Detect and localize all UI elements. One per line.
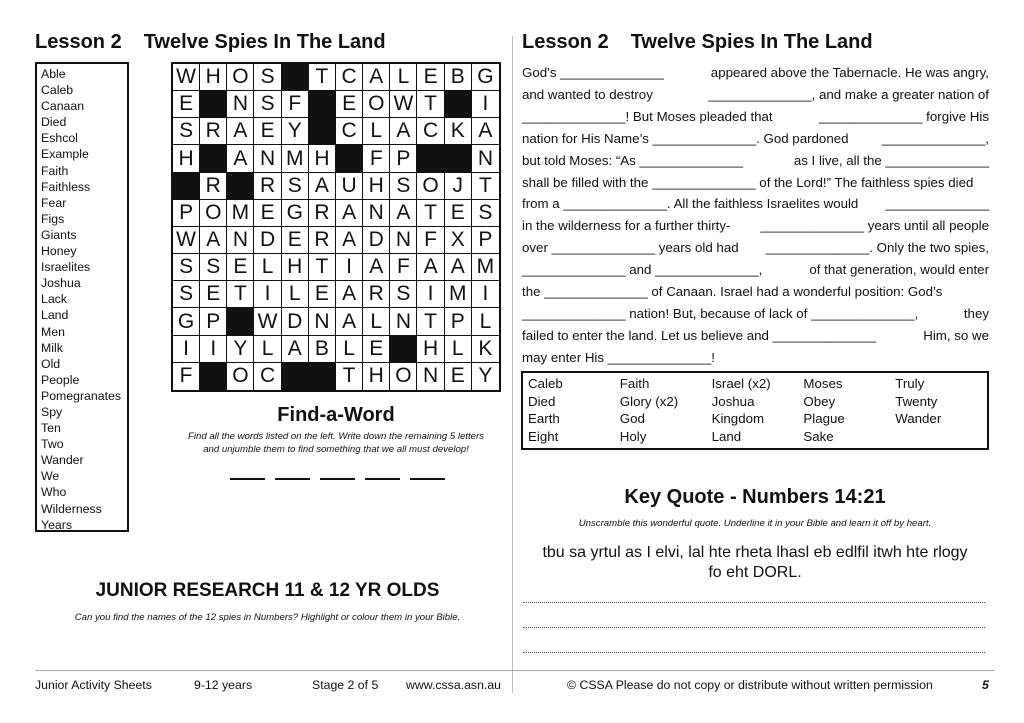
grid-cell-blank[interactable]	[309, 363, 336, 390]
grid-cell[interactable]: N	[227, 227, 254, 254]
passage-segment: ______________	[885, 196, 989, 212]
passage-segment: appeared above the Tabernacle. He was angry,	[710, 65, 989, 80]
grid-cell[interactable]: O	[200, 200, 227, 227]
passage-segment: God’s ______________	[522, 65, 664, 80]
grid-cell-blank[interactable]	[200, 363, 227, 390]
grid-cell-blank[interactable]	[309, 118, 336, 145]
answer-word: Twenty	[895, 393, 938, 409]
word-list-item: Faith	[41, 163, 69, 178]
grid-cell[interactable]: E	[282, 227, 309, 254]
passage-segment: ______________, and make a greater nation of	[708, 86, 989, 102]
grid-cell[interactable]: E	[254, 118, 281, 145]
answer-blank[interactable]	[365, 478, 400, 480]
word-list-item: Lack	[41, 292, 67, 307]
grid-cell[interactable]: U	[336, 173, 363, 200]
grid-cell[interactable]: N	[363, 200, 390, 227]
grid-cell[interactable]: X	[445, 227, 472, 254]
grid-cell[interactable]: E	[417, 64, 444, 91]
grid-cell[interactable]: B	[309, 336, 336, 363]
grid-cell[interactable]: T	[417, 200, 444, 227]
grid-cell[interactable]: H	[363, 363, 390, 390]
word-list-item: Canaan	[41, 99, 85, 114]
grid-cell[interactable]: H	[363, 173, 390, 200]
writing-line[interactable]	[523, 652, 985, 653]
grid-cell[interactable]: O	[227, 363, 254, 390]
right-lesson-heading	[522, 31, 873, 54]
grid-cell[interactable]: L	[472, 308, 499, 335]
grid-cell[interactable]: E	[336, 91, 363, 118]
grid-cell-blank[interactable]	[336, 145, 363, 172]
word-list-item: We	[41, 469, 60, 484]
grid-cell[interactable]: N	[472, 145, 499, 172]
grid-cell[interactable]: H	[417, 336, 444, 363]
grid-cell[interactable]: A	[309, 173, 336, 200]
grid-cell[interactable]: C	[336, 118, 363, 145]
word-list-item: Years	[41, 517, 72, 532]
grid-cell-blank[interactable]	[445, 145, 472, 172]
grid-cell[interactable]: A	[200, 227, 227, 254]
grid-cell[interactable]: L	[282, 281, 309, 308]
word-list-item: Figs	[41, 211, 65, 226]
grid-cell[interactable]: F	[282, 91, 309, 118]
grid-cell[interactable]: D	[254, 227, 281, 254]
passage-line	[522, 259, 989, 281]
grid-cell[interactable]: W	[254, 308, 281, 335]
grid-cell[interactable]: A	[336, 227, 363, 254]
grid-cell[interactable]: M	[227, 200, 254, 227]
grid-cell[interactable]: A	[390, 200, 417, 227]
grid-cell[interactable]: S	[282, 173, 309, 200]
answer-word: Sake	[803, 428, 834, 444]
passage-segment: from a ______________. All the faithless Israelites would	[522, 196, 859, 212]
answer-column	[620, 375, 712, 448]
grid-cell-blank[interactable]	[390, 336, 417, 363]
passage-segment: ______________ nation! But, because of lack of ______________,	[522, 305, 919, 321]
passage-line	[522, 150, 989, 172]
lesson-number: Lesson 2	[35, 31, 122, 53]
grid-cell[interactable]: I	[254, 281, 281, 308]
word-list-item: Able	[41, 67, 66, 81]
answer-column	[895, 375, 987, 448]
grid-cell[interactable]: E	[363, 336, 390, 363]
word-list	[35, 62, 129, 532]
passage-line	[522, 62, 989, 84]
word-list-item: Old	[41, 356, 61, 371]
word-list-item: Example	[41, 147, 89, 162]
passage-segment: they	[963, 305, 989, 321]
grid-cell[interactable]: L	[254, 336, 281, 363]
grid-cell[interactable]: S	[390, 173, 417, 200]
word-list-item: Caleb	[41, 83, 74, 98]
grid-cell[interactable]: R	[309, 200, 336, 227]
grid-cell[interactable]: A	[445, 254, 472, 281]
grid-cell[interactable]: S	[390, 281, 417, 308]
grid-cell-blank[interactable]	[173, 173, 200, 200]
word-list-item: Two	[41, 437, 64, 452]
grid-cell[interactable]: H	[282, 254, 309, 281]
word-list-item: Milk	[41, 340, 63, 355]
grid-cell[interactable]: S	[173, 281, 200, 308]
answer-word-box	[521, 371, 989, 450]
grid-cell-blank[interactable]	[200, 91, 227, 118]
grid-cell-blank[interactable]	[309, 91, 336, 118]
word-list-item: Ten	[41, 421, 61, 436]
grid-cell[interactable]: A	[417, 254, 444, 281]
passage-segment: ______________,	[881, 130, 989, 146]
grid-cell[interactable]: W	[390, 91, 417, 118]
word-list-item: Who	[41, 485, 67, 500]
answer-word: God	[619, 411, 645, 427]
grid-cell[interactable]: E	[227, 254, 254, 281]
word-list-item: Men	[41, 324, 65, 339]
grid-cell[interactable]: A	[336, 281, 363, 308]
passage-line	[522, 303, 989, 325]
answer-word: Land	[711, 428, 742, 444]
word-list-item: Wander	[41, 453, 84, 468]
grid-cell[interactable]: R	[254, 173, 281, 200]
answer-word: Caleb	[528, 376, 563, 391]
grid-cell[interactable]: O	[390, 363, 417, 390]
footer-series: Junior Activity Sheets	[35, 678, 152, 692]
grid-cell[interactable]: T	[336, 363, 363, 390]
grid-cell[interactable]: N	[227, 91, 254, 118]
grid-cell[interactable]: M	[282, 145, 309, 172]
answer-word: Died	[528, 393, 556, 409]
answer-word: Israel (x2)	[711, 376, 771, 391]
grid-cell[interactable]: L	[254, 254, 281, 281]
word-list-item: People	[41, 372, 80, 387]
grid-cell[interactable]: T	[472, 173, 499, 200]
grid-cell[interactable]: T	[417, 91, 444, 118]
grid-cell[interactable]: A	[363, 254, 390, 281]
word-list-item: Joshua	[41, 276, 81, 291]
word-list-item: Land	[41, 308, 69, 323]
grid-cell[interactable]: R	[200, 118, 227, 145]
grid-cell[interactable]: S	[173, 254, 200, 281]
lesson-title: Twelve Spies In The Land	[143, 31, 386, 53]
grid-cell[interactable]: D	[363, 227, 390, 254]
grid-cell[interactable]: H	[173, 145, 200, 172]
grid-cell[interactable]: E	[309, 281, 336, 308]
word-list-item: Israelites	[41, 260, 91, 275]
grid-cell[interactable]: L	[390, 64, 417, 91]
grid-cell[interactable]: H	[200, 64, 227, 91]
grid-cell[interactable]: P	[472, 227, 499, 254]
grid-cell[interactable]: W	[173, 227, 200, 254]
footer-website[interactable]: www.cssa.asn.au	[406, 678, 502, 692]
word-list-item: Pomegranates	[41, 388, 121, 403]
answer-column	[712, 375, 804, 448]
passage-segment: in the wilderness for a further thirty-	[522, 218, 731, 234]
grid-cell[interactable]: A	[227, 145, 254, 172]
grid-cell[interactable]: I	[336, 254, 363, 281]
footer-stage: Stage 2 of 5	[312, 678, 379, 692]
passage-line	[522, 325, 989, 347]
answer-word: Kingdom	[711, 411, 765, 427]
grid-cell[interactable]: E	[254, 200, 281, 227]
grid-cell[interactable]: D	[282, 308, 309, 335]
grid-cell[interactable]: S	[173, 118, 200, 145]
research-text: Can you find the names of the 12 spies in Numbers? Highlight or colour them in your Bible.	[74, 612, 461, 623]
grid-cell[interactable]: A	[227, 118, 254, 145]
grid-cell[interactable]: O	[363, 91, 390, 118]
grid-cell[interactable]: S	[254, 64, 281, 91]
passage-segment: Him, so we	[923, 327, 989, 343]
passage-line	[522, 106, 989, 128]
word-list-item: Eshcol	[41, 131, 78, 146]
footer-rule	[35, 670, 995, 671]
passage-line	[522, 84, 989, 106]
grid-cell[interactable]: I	[173, 336, 200, 363]
passage-line	[522, 172, 989, 194]
answer-word: Obey	[803, 393, 836, 409]
answer-word: Earth	[528, 411, 560, 427]
grid-cell[interactable]: A	[363, 64, 390, 91]
passage-segment: of that generation, would enter	[809, 262, 989, 278]
answer-word: Holy	[619, 428, 647, 444]
grid-cell-blank[interactable]	[200, 145, 227, 172]
key-quote-title: Key Quote - Numbers 14:21	[624, 486, 886, 508]
footer-ages: 9-12 years	[194, 678, 253, 692]
grid-cell[interactable]: B	[445, 64, 472, 91]
answer-word: Faith	[619, 376, 650, 391]
passage-segment: ______________ forgive His	[818, 108, 989, 124]
answer-blank[interactable]	[410, 478, 445, 480]
grid-cell[interactable]: H	[309, 145, 336, 172]
word-list-item: Wilderness	[41, 501, 102, 516]
grid-cell[interactable]: C	[417, 118, 444, 145]
grid-cell[interactable]: T	[309, 254, 336, 281]
passage-line	[522, 347, 989, 369]
grid-cell[interactable]: A	[336, 308, 363, 335]
grid-cell[interactable]: A	[282, 336, 309, 363]
grid-cell-blank[interactable]	[282, 363, 309, 390]
grid-cell[interactable]: J	[445, 173, 472, 200]
passage-segment: ______________! But Moses pleaded that	[522, 108, 773, 124]
key-quote-instructions: Unscramble this wonderful quote. Underline it in your Bible and learn it off by heart.	[578, 518, 932, 529]
find-a-word-grid	[171, 62, 501, 392]
passage-segment: nation for His Name’s ______________. God pardoned	[522, 130, 849, 146]
answer-word: Truly	[895, 376, 925, 391]
grid-cell[interactable]: O	[227, 64, 254, 91]
passage-segment: shall be filled with the ______________ of the Lord!” The faithless spies died	[522, 174, 974, 190]
passage-segment: the ______________ of Canaan. Israel had a wonderful position: God’s	[522, 284, 943, 300]
grid-cell[interactable]: F	[363, 145, 390, 172]
grid-cell[interactable]: L	[363, 308, 390, 335]
grid-cell-blank[interactable]	[417, 145, 444, 172]
find-a-word-instructions: Find all the words listed on the left. Write down the remaining 5 letters and unjumble them to find something that we all must develop!	[188, 431, 484, 455]
footer-copyright: © CSSA Please do not copy or distribute without written permission	[567, 678, 933, 692]
lesson-number: Lesson 2	[522, 31, 609, 53]
passage-line	[522, 128, 989, 150]
passage-line	[522, 215, 989, 237]
grid-cell[interactable]: S	[200, 254, 227, 281]
lesson-title: Twelve Spies In The Land	[630, 31, 873, 53]
passage-line	[522, 281, 989, 303]
grid-cell[interactable]: L	[363, 118, 390, 145]
grid-cell[interactable]: O	[417, 173, 444, 200]
grid-cell[interactable]: T	[227, 281, 254, 308]
grid-cell[interactable]: G	[173, 308, 200, 335]
answer-blank[interactable]	[320, 478, 355, 480]
word-list-item: Honey	[41, 244, 77, 259]
find-a-word-title: Find-a-Word	[277, 404, 395, 426]
grid-cell[interactable]: E	[445, 200, 472, 227]
grid-cell[interactable]: Y	[227, 336, 254, 363]
answer-blanks	[230, 478, 445, 480]
passage-segment: may enter His ______________!	[522, 349, 715, 365]
answer-word: Glory (x2)	[619, 393, 679, 409]
passage-segment: ______________. Only the two spies,	[765, 240, 989, 256]
grid-cell[interactable]: S	[254, 91, 281, 118]
grid-cell[interactable]: N	[417, 363, 444, 390]
grid-cell[interactable]: T	[417, 308, 444, 335]
grid-cell[interactable]: N	[254, 145, 281, 172]
grid-cell[interactable]: Y	[478, 364, 493, 388]
grid-cell[interactable]: M	[445, 281, 472, 308]
grid-cell[interactable]: N	[309, 308, 336, 335]
grid-cell[interactable]: I	[417, 281, 444, 308]
grid-cell[interactable]: M	[472, 254, 499, 281]
grid-cell[interactable]: G	[282, 200, 309, 227]
left-lesson-heading	[35, 31, 386, 54]
scrambled-quote-line: fo eht DORL.	[708, 564, 802, 581]
page-divider	[512, 36, 513, 693]
answer-word: Moses	[803, 376, 843, 391]
passage-segment: ______________ years until all people	[760, 218, 989, 234]
passage-segment: failed to enter the land. Let us believe and ______________	[522, 327, 877, 343]
grid-cell[interactable]: P	[445, 308, 472, 335]
grid-cell[interactable]: I	[472, 281, 499, 308]
grid-cell[interactable]: T	[309, 64, 336, 91]
grid-cell[interactable]: P	[200, 308, 227, 335]
grid-cell[interactable]: L	[336, 336, 363, 363]
grid-cell[interactable]: F	[390, 254, 417, 281]
grid-cell-blank[interactable]	[445, 91, 472, 118]
word-list-item: Fear	[41, 195, 67, 210]
grid-cell[interactable]: N	[390, 227, 417, 254]
answer-word: Eight	[528, 428, 559, 444]
grid-cell[interactable]: S	[472, 200, 499, 227]
grid-cell[interactable]: K	[445, 118, 472, 145]
grid-cell[interactable]: I	[472, 91, 499, 118]
passage-segment: ______________ and ______________,	[522, 262, 763, 278]
answer-word: Joshua	[711, 393, 755, 409]
grid-cell[interactable]: P	[173, 200, 200, 227]
page-number: 5	[982, 678, 989, 692]
grid-cell[interactable]: Y	[282, 118, 309, 145]
grid-cell[interactable]: N	[390, 308, 417, 335]
grid-cell[interactable]: R	[363, 281, 390, 308]
grid-cell[interactable]: C	[254, 363, 281, 390]
grid-cell[interactable]: L	[445, 336, 472, 363]
grid-cell-blank[interactable]	[282, 64, 309, 91]
grid-cell[interactable]: E	[200, 281, 227, 308]
writing-line[interactable]	[523, 602, 985, 603]
word-list-item: Died	[41, 115, 67, 130]
passage-line	[522, 193, 989, 215]
grid-cell[interactable]: F	[417, 227, 444, 254]
grid-cell-blank[interactable]	[227, 173, 254, 200]
word-list-item: Spy	[41, 404, 63, 419]
grid-cell[interactable]: G	[472, 64, 499, 91]
grid-cell[interactable]: I	[200, 336, 227, 363]
fill-in-passage	[522, 62, 989, 369]
grid-cell[interactable]: F	[173, 363, 200, 390]
grid-cell[interactable]: K	[472, 336, 499, 363]
writing-line[interactable]	[523, 627, 985, 628]
grid-cell[interactable]: E	[173, 91, 200, 118]
grid-cell[interactable]: E	[445, 363, 472, 390]
passage-segment: over ______________ years old had	[522, 240, 739, 256]
answer-blank[interactable]	[230, 478, 265, 480]
grid-cell[interactable]: C	[336, 64, 363, 91]
answer-column	[803, 375, 895, 448]
answer-column	[528, 375, 620, 448]
grid-cell[interactable]: A	[336, 200, 363, 227]
scrambled-quote-line: tbu sa yrtul as I elvi, lal hte rheta lhasl eb edlfil itwh hte rlogy	[542, 544, 968, 561]
grid-cell[interactable]: W	[173, 64, 200, 91]
answer-word: Wander	[895, 411, 942, 427]
grid-cell[interactable]: R	[200, 173, 227, 200]
scrambled-quote	[521, 543, 989, 583]
research-title: JUNIOR RESEARCH 11 & 12 YR OLDS	[95, 580, 440, 601]
passage-line	[522, 237, 989, 259]
grid-cell[interactable]: R	[309, 227, 336, 254]
grid-cell-blank[interactable]	[227, 308, 254, 335]
passage-segment: and wanted to destroy	[522, 86, 653, 102]
answer-blank[interactable]	[275, 478, 310, 480]
passage-segment: but told Moses: “As ______________	[522, 152, 744, 168]
grid-cell[interactable]: P	[390, 145, 417, 172]
grid-cell[interactable]: A	[390, 118, 417, 145]
word-list-item: Giants	[41, 227, 77, 242]
grid-cell[interactable]: A	[472, 118, 499, 145]
word-list-item: Faithless	[41, 179, 91, 194]
passage-segment: as I live, all the ______________	[793, 152, 989, 168]
answer-word: Plague	[803, 411, 845, 427]
